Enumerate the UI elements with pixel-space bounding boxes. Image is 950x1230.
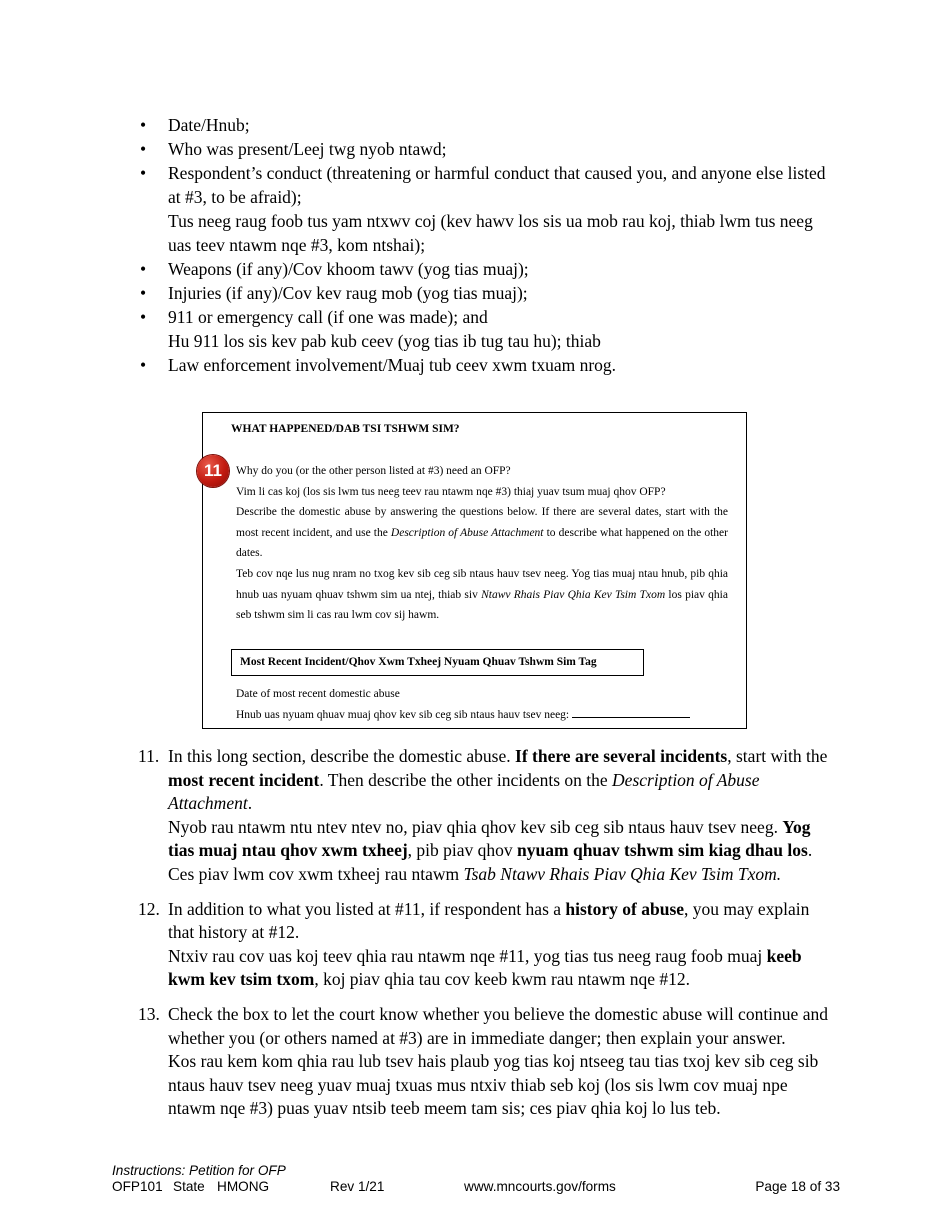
form-excerpt-box xyxy=(202,412,747,729)
bullet-subtext: Hu 911 los sis kev pab kub ceev (yog tias ib tug tau hu); thiab xyxy=(168,331,601,351)
bullet-item: • Date/Hnub; xyxy=(140,113,840,137)
bullet-item: • Who was present/Leej twg nyob ntawd; xyxy=(140,137,840,161)
date-blank-line xyxy=(572,706,690,718)
footer-title: Instructions: Petition for OFP xyxy=(112,1163,286,1178)
bullet-item: • Weapons (if any)/Cov khoom tawv (yog tias muaj); xyxy=(140,257,840,281)
most-recent-incident-label: Most Recent Incident/Qhov Xwm Txheej Nyuam Qhuav Tshwm Sim Tag xyxy=(231,649,644,676)
evidence-checklist xyxy=(140,113,840,377)
instruction-12: 12. In addition to what you listed at #11, if respondent has a history of abuse, you may explain that history at #12. Ntxiv rau cov uas koj teev qhia rau ntawm nqe #11, yog tias tus neeg raug foob muaj keeb kwm kev tsim txom, koj piav qhia tau cov keeb kwm rau ntawm nqe #12. xyxy=(138,898,810,990)
section-number-badge: 11 xyxy=(197,455,229,487)
bullet-item: • Respondent’s conduct (threatening or harmful conduct that caused you, and anyone else listed at #3, to be afraid); Tus neeg raug foob tus yam ntxwv coj (kev hawv los sis ua mob rau koj, thiab lwm tus neeg uas teev ntawm nqe #3, kom ntshai); xyxy=(140,161,840,257)
footer-form-code: OFP101 xyxy=(112,1179,163,1194)
numbered-instructions xyxy=(138,745,838,1132)
bullet-item: • 911 or emergency call (if one was made); and Hu 911 los sis kev pab kub ceev (yog tias ib tug tau hu); thiab xyxy=(140,305,840,353)
instruction-11: 11. In this long section, describe the domestic abuse. If there are several incidents, start with the most recent incident. Then describe the other incidents on the Description of Abuse Attachment. Nyob rau ntawm ntu ntev ntev no, piav qhia qhov kev sib ceg sib ntaus hauv tsev neeg. Yog tias muaj ntau qhov xwm txheej, pib piav qhov nyuam qhuav tshwm sim kiag dhau los. Ces piav lwm cov xwm txheej rau ntawm Tsab Ntawv Rhais Piav Qhia Kev Tsim Txom. xyxy=(138,746,828,884)
footer-revision: Rev 1/21 xyxy=(330,1179,385,1194)
footer-url: www.mncourts.gov/forms xyxy=(464,1179,616,1194)
footer-state: State xyxy=(173,1179,205,1194)
footer-page-number: Page 18 of 33 xyxy=(755,1179,840,1194)
bullet-item: • Injuries (if any)/Cov kev raug mob (yog tias muaj); xyxy=(140,281,840,305)
bullet-item: • Law enforcement involvement/Muaj tub ceev xwm txuam nrog. xyxy=(140,353,840,377)
instruction-13: 13. Check the box to let the court know whether you believe the domestic abuse will continue and whether you (or others named at #3) are in immediate danger; then explain your answer. Kos rau kem kom qhia rau lub tsev hais plaub yog tias koj ntseeg tau tias txoj kev sib ceg sib ntaus hauv tsev neeg yuav muaj txuas mus ntxiv thiab seb koj (los sis lwm cov muaj npe ntawm nqe #3) puas yuav ntsib teeb meem tam sis; ces piav qhia koj lo lus teb. xyxy=(138,1003,828,1119)
form-excerpt-title: WHAT HAPPENED/DAB TSI TSHWM SIM? xyxy=(231,423,460,435)
date-of-abuse-field: Date of most recent domestic abuse Hnub uas nyuam qhuav muaj qhov kev sib ceg sib ntaus hauv tsev neeg: xyxy=(236,684,736,725)
form-excerpt-question: Why do you (or the other person listed at #3) need an OFP? Vim li cas koj (los sis lwm tus neeg teev rau ntawm nqe #3) thiaj yuav tsum muaj qhov OFP? Describe the domestic abuse by answering the questions below. If there are several dates, start with the most recent incident, and use the Description of Abuse Attachment to describe what happened on the other dates. Teb cov nqe lus nug nram no txog kev sib ceg sib ntaus hauv tsev neeg. Yog tias muaj ntau hnub, pib qhia hnub uas nyuam qhuav tshwm sim ua ntej, thiab siv Ntawv Rhais Piav Qhia Kev Tsim Txom los piav qhia seb tshwm sim li cas rau lwm cov sij hawm. xyxy=(236,465,728,622)
page-footer xyxy=(112,1163,840,1195)
bullet-subtext: Tus neeg raug foob tus yam ntxwv coj (kev hawv los sis ua mob rau koj, thiab lwm tus neeg uas teev ntawm nqe #3, kom ntshai); xyxy=(168,211,813,255)
footer-language: HMONG xyxy=(217,1179,270,1194)
